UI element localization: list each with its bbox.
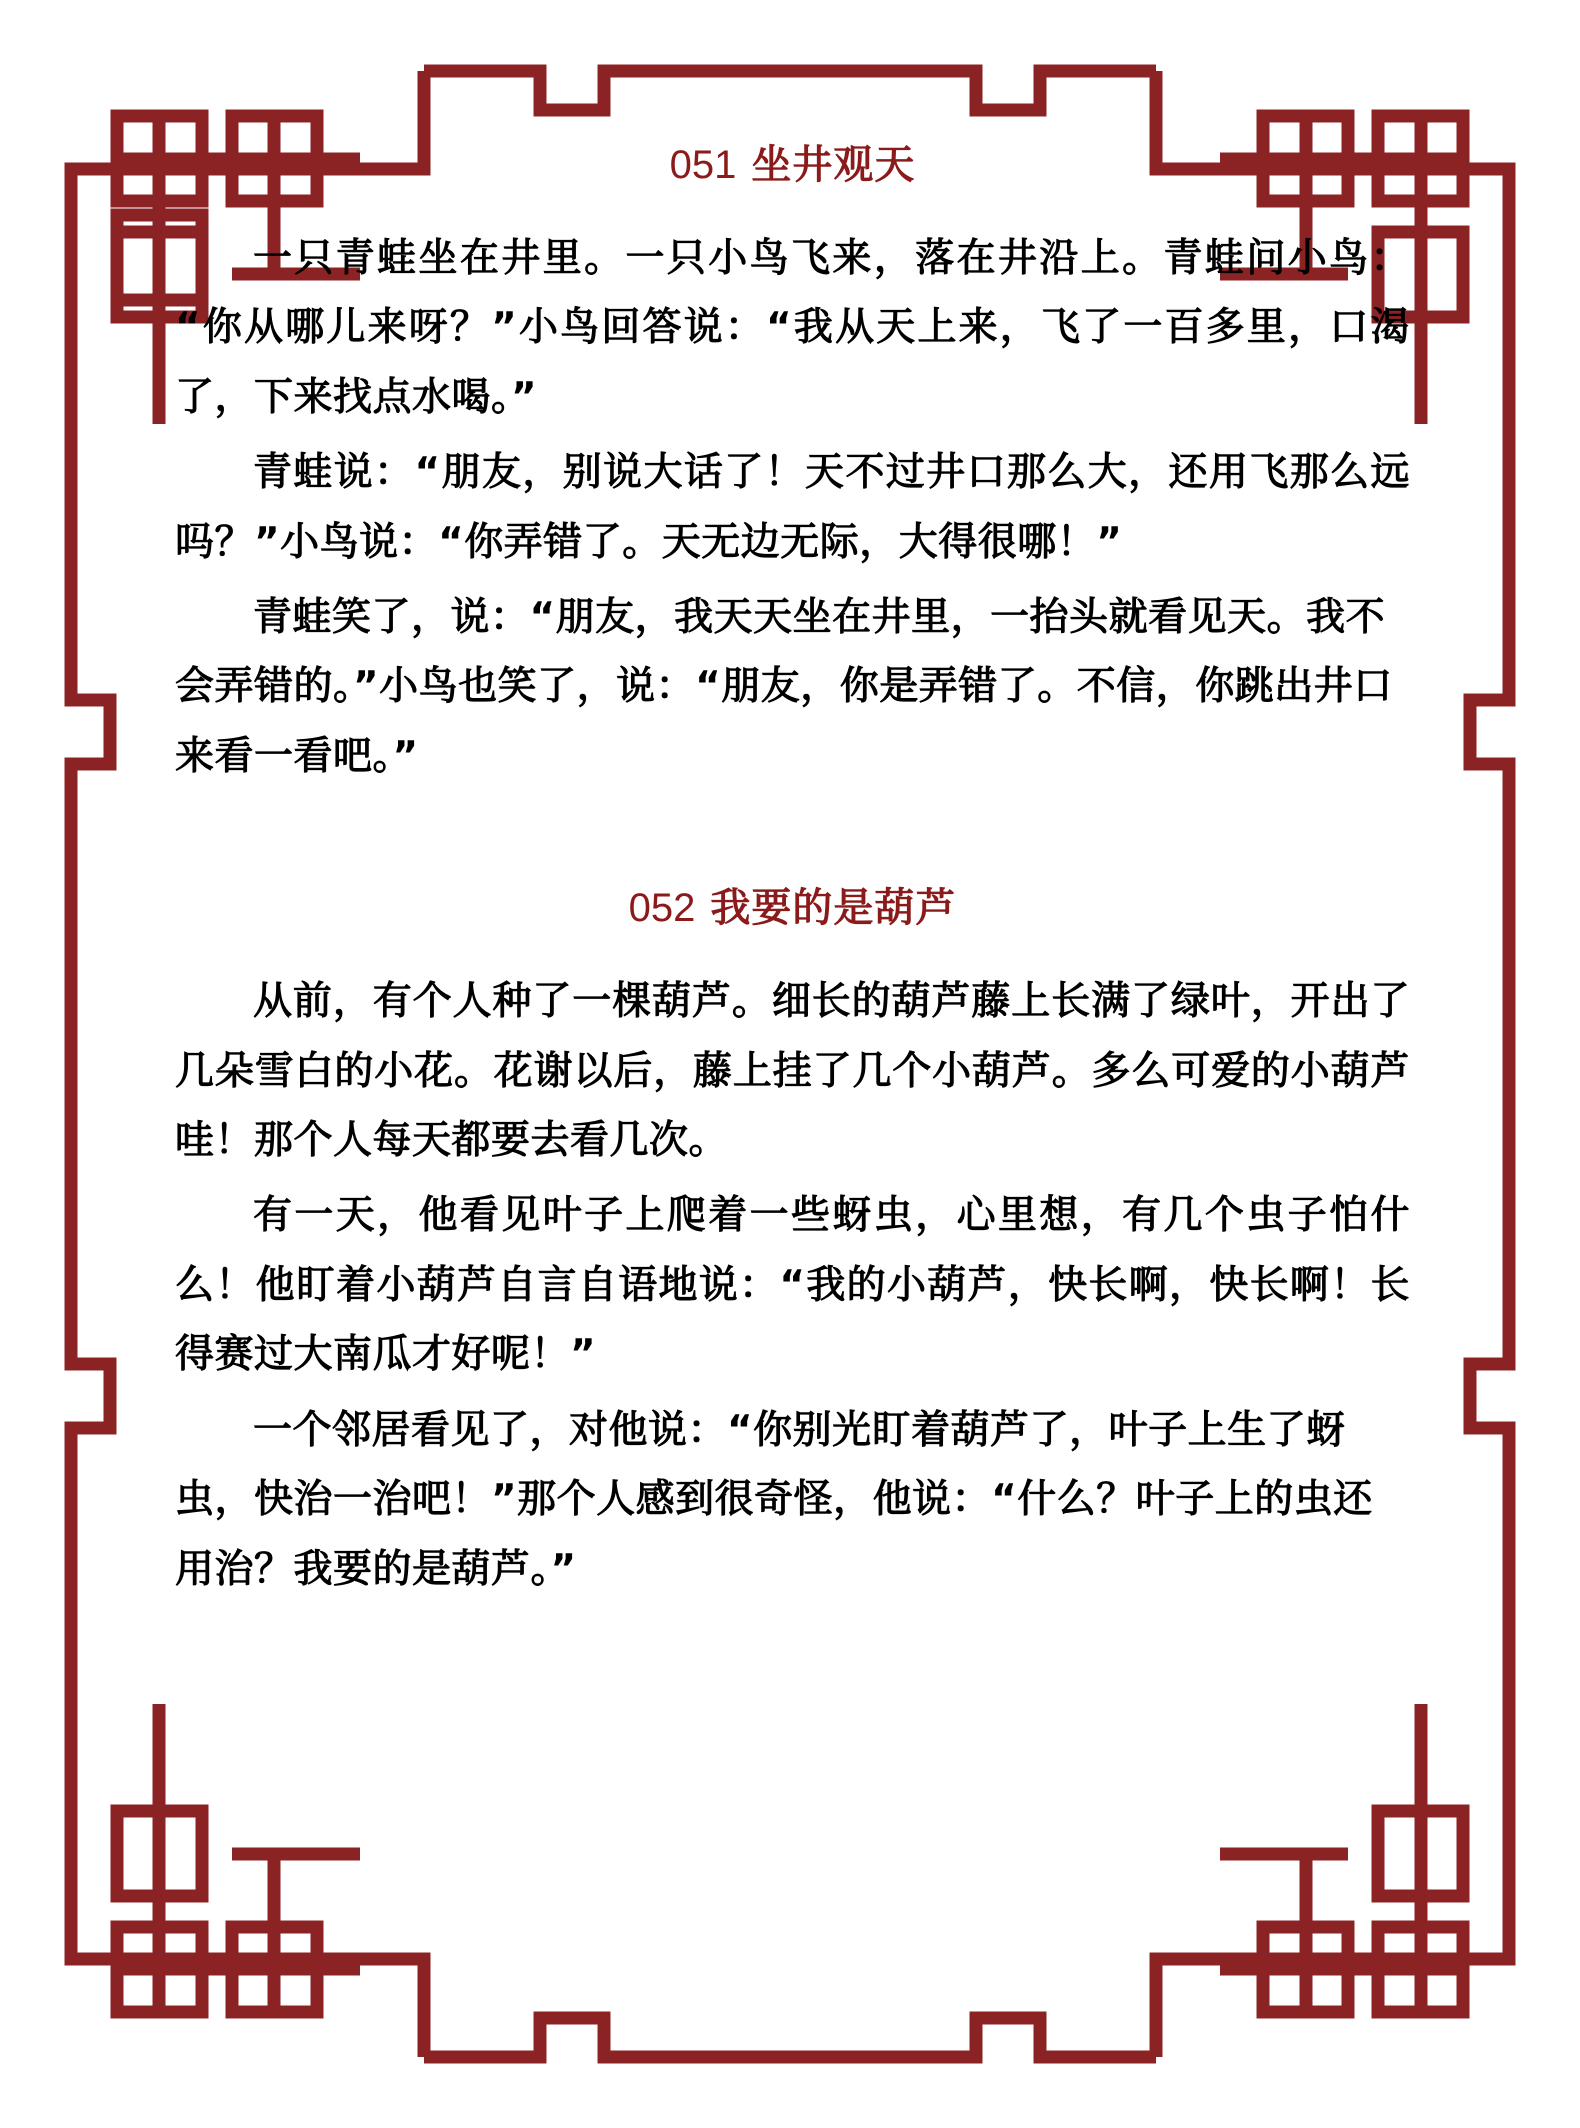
corner-ornament-bottom-right	[1156, 1704, 1509, 2057]
section-divider-space	[175, 791, 1410, 883]
story-section-052	[175, 883, 1410, 1604]
paragraph: 有一天，他看见叶子上爬着一些蚜虫，心里想，有几个虫子怕什么！他盯着小葫芦自言自语地说：“我的小葫芦，快长啊，快长啊！长得赛过大南瓜才好呢！”	[175, 1193, 1410, 1378]
section-name: 我要的是葫芦	[695, 885, 957, 932]
section-title-052	[175, 883, 1410, 933]
document-content	[175, 140, 1410, 1604]
corner-ornament-bottom-left	[71, 1704, 424, 2057]
section-title-051	[175, 140, 1410, 190]
story-section-051	[175, 140, 1410, 791]
section-number: 052	[628, 886, 696, 931]
section-name: 坐井观天	[736, 142, 916, 188]
paragraph: 一只青蛙坐在井里。一只小鸟飞来，落在井沿上。青蛙问小鸟：“你从哪儿来呀？”小鸟回答说：“我从天上来，飞了一百多里，口渴了，下来找点水喝。”	[175, 236, 1410, 420]
paragraph: 一个邻居看见了，对他说：“你别光盯着葫芦了，叶子上生了蚜虫，快治一治吧！”那个人感到很奇怪，他说：“什么？叶子上的虫还用治？我要的是葫芦。”	[175, 1407, 1373, 1592]
paragraph: 从前，有个人种了一棵葫芦。细长的葫芦藤上长满了绿叶，开出了几朵雪白的小花。花谢以后，藤上挂了几个小葫芦。多么可爱的小葫芦哇！那个人每天都要去看几次。	[175, 979, 1410, 1164]
section-number: 051	[669, 143, 737, 187]
paragraph: 青蛙笑了，说：“朋友，我天天坐在井里，一抬头就看见天。我不会弄错的。”小鸟也笑了，说：“朋友，你是弄错了。不信，你跳出井口来看一看吧。”	[175, 595, 1393, 779]
paragraph: 青蛙说：“朋友，别说大话了！天不过井口那么大，还用飞那么远吗？”小鸟说：“你弄错了。天无边无际，大得很哪！”	[175, 450, 1410, 565]
